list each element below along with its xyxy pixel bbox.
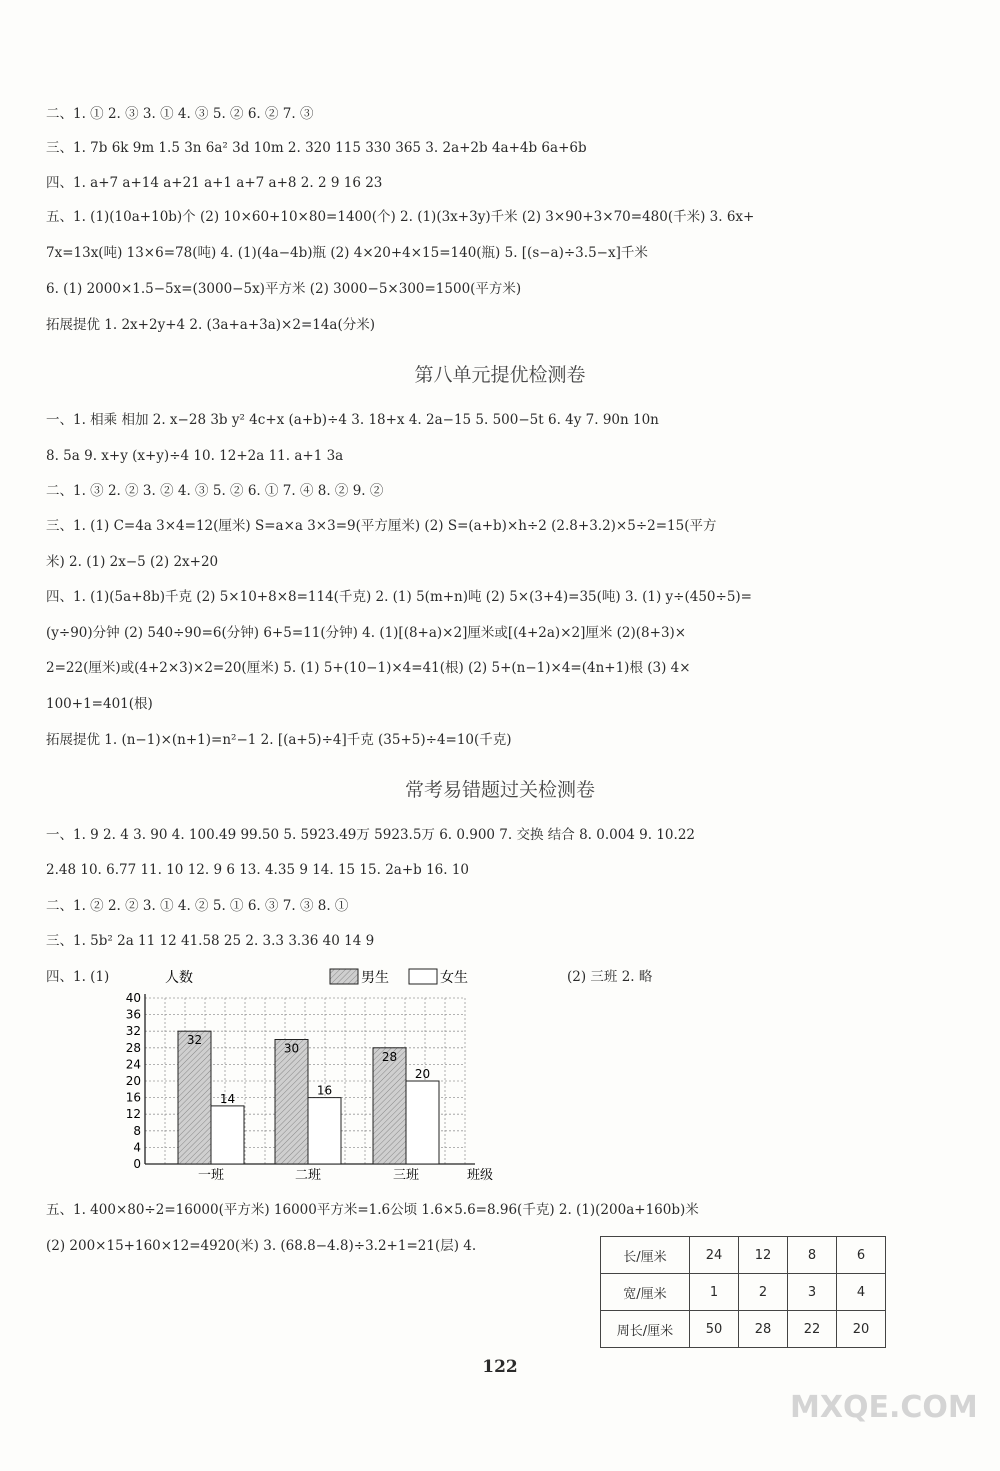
bar-chart xyxy=(100,960,520,1190)
x-axis-label: 班级 xyxy=(467,1168,494,1183)
y-tick-label: 0 xyxy=(133,1157,141,1171)
table-cell: 8 xyxy=(788,1237,837,1274)
answer-line: 五、1. 400×80÷2=16000(平方米) 16000平方米=1.6公顷 1.6×5.6=8.96(千克) 2. (1)(200a+160b)米 xyxy=(46,1202,699,1218)
y-tick-label: 28 xyxy=(125,1040,141,1055)
dimension-table xyxy=(600,1236,886,1348)
answer-line: (y÷90)分钟 (2) 540÷90=6(分钟) 6+5=11(分钟) 4. (1)[(8+a)×2]厘米或[(4+2a)×2]厘米 (2)(8+3)× xyxy=(46,625,687,641)
answer-line: 三、1. 7b 6k 9m 1.5 3n 6a² 3d 10m 2. 320 115 330 365 3. 2a+2b 4a+4b 6a+6b xyxy=(46,140,587,156)
table-cell: 20 xyxy=(837,1311,886,1348)
answer-line: 100+1=401(根) xyxy=(46,696,153,712)
bar-girls xyxy=(406,1081,439,1164)
answer-line: 二、1. ① 2. ③ 3. ① 4. ③ 5. ② 6. ② 7. ③ xyxy=(46,106,314,122)
bar-girls xyxy=(308,1098,341,1164)
table-cell: 50 xyxy=(690,1311,739,1348)
legend-label: 女生 xyxy=(440,970,468,986)
table-cell: 3 xyxy=(788,1274,837,1311)
answer-line: (2) 200×15+160×12=4920(米) 3. (68.8−4.8)÷3.2+1=21(层) 4. xyxy=(46,1238,477,1254)
table-row xyxy=(601,1311,886,1348)
answer-line: 四、1. (1)(5a+8b)千克 (2) 5×10+8×8=114(千克) 2. (1) 5(m+n)吨 (2) 5×(3+4)=35(吨) 3. (1) y÷(450÷5)= xyxy=(46,589,752,605)
section-title: 第八单元提优检测卷 xyxy=(414,364,586,386)
x-tick-label: 一班 xyxy=(197,1168,225,1183)
table-cell: 4 xyxy=(837,1274,886,1311)
page-number: 122 xyxy=(482,1357,518,1377)
answer-line: 2.48 10. 6.77 11. 10 12. 9 6 13. 4.35 9 14. 15 15. 2a+b 16. 10 xyxy=(46,862,470,878)
bar-boys xyxy=(373,1048,406,1164)
answer-line: 二、1. ③ 2. ② 3. ② 4. ③ 5. ② 6. ① 7. ④ 8. ② 9. ② xyxy=(46,483,384,499)
answer-line: 7x=13x(吨) 13×6=78(吨) 4. (1)(4a−4b)瓶 (2) 4×20+4×15=140(瓶) 5. [(s−a)÷3.5−x]千米 xyxy=(46,245,648,261)
section-title: 常考易错题过关检测卷 xyxy=(404,779,595,801)
answer-line: 四、1. a+7 a+14 a+21 a+1 a+7 a+8 2. 2 9 16 23 xyxy=(46,175,383,191)
watermark: MXQE.COM xyxy=(790,1390,978,1425)
data-label: 28 xyxy=(381,1049,398,1064)
table-row xyxy=(601,1274,886,1311)
answer-line: 6. (1) 2000×1.5−5x=(3000−5x)平方米 (2) 3000−5×300=1500(平方米) xyxy=(46,281,522,297)
bar-girls xyxy=(211,1106,244,1164)
table-cell: 24 xyxy=(690,1237,739,1274)
answer-line: 拓展提优 1. (n−1)×(n+1)=n²−1 2. [(a+5)÷4]千克 (35+5)÷4=10(千克) xyxy=(46,732,512,748)
y-axis-label: 人数 xyxy=(165,970,193,986)
data-label: 16 xyxy=(316,1083,333,1098)
answer-line: 8. 5a 9. x+y (x+y)÷4 10. 12+2a 11. a+1 3a xyxy=(46,448,344,464)
answer-line: 二、1. ② 2. ② 3. ① 4. ② 5. ① 6. ③ 7. ③ 8. ① xyxy=(46,898,349,914)
answer-line: 拓展提优 1. 2x+2y+4 2. (3a+a+3a)×2=14a(分米) xyxy=(46,317,376,333)
table-cell: 22 xyxy=(788,1311,837,1348)
bar-boys xyxy=(178,1031,211,1164)
data-label: 30 xyxy=(283,1041,300,1056)
x-tick-label: 三班 xyxy=(392,1168,420,1183)
chart-followup-text: (2) 三班 2. 略 xyxy=(567,969,653,985)
table-cell: 长/厘米 xyxy=(601,1237,690,1274)
y-tick-label: 8 xyxy=(133,1123,141,1138)
x-tick-label: 二班 xyxy=(294,1168,322,1183)
table-row xyxy=(601,1237,886,1274)
answer-line: 2=22(厘米)或(4+2×3)×2=20(厘米) 5. (1) 5+(10−1)×4=41(根) (2) 5+(n−1)×4=(4n+1)根 (3) 4× xyxy=(46,660,691,676)
y-tick-label: 16 xyxy=(125,1090,141,1105)
y-tick-label: 24 xyxy=(125,1057,141,1072)
table-cell: 1 xyxy=(690,1274,739,1311)
answer-line: 一、1. 相乘 相加 2. x−28 3b y² 4c+x (a+b)÷4 3. 18+x 4. 2a−15 5. 500−5t 6. 4y 7. 90n 10n xyxy=(46,412,659,428)
data-label: 14 xyxy=(219,1091,236,1106)
legend-swatch-girls xyxy=(409,969,437,984)
table-cell: 12 xyxy=(739,1237,788,1274)
table-cell: 28 xyxy=(739,1311,788,1348)
table-cell: 2 xyxy=(739,1274,788,1311)
y-tick-label: 32 xyxy=(125,1024,141,1039)
y-tick-label: 36 xyxy=(125,1007,141,1022)
answer-line: 一、1. 9 2. 4 3. 90 4. 100.49 99.50 5. 5923.49万 5923.5万 6. 0.900 7. 交换 结合 8. 0.004 9. 10.22 xyxy=(46,827,695,843)
y-tick-label: 40 xyxy=(125,991,141,1005)
table-cell: 周长/厘米 xyxy=(601,1311,690,1348)
y-tick-label: 20 xyxy=(125,1074,141,1088)
answer-line: 五、1. (1)(10a+10b)个 (2) 10×60+10×80=1400(个) 2. (1)(3x+3y)千米 (2) 3×90+3×70=480(千米) 3. 6x+ xyxy=(46,209,755,225)
data-label: 32 xyxy=(186,1033,203,1048)
bar-boys xyxy=(275,1040,308,1165)
legend-swatch-boys xyxy=(330,969,358,984)
answer-line: 四、1. (1) xyxy=(46,969,110,985)
answer-line: 三、1. 5b² 2a 11 12 41.58 25 2. 3.3 3.36 40 14 9 xyxy=(46,933,375,949)
answer-line: 三、1. (1) C=4a 3×4=12(厘米) S=a×a 3×3=9(平方厘米) (2) S=(a+b)×h÷2 (2.8+3.2)×5÷2=15(平方 xyxy=(46,518,717,534)
y-tick-label: 12 xyxy=(125,1107,141,1122)
legend-label: 男生 xyxy=(361,970,389,986)
answer-line: 米) 2. (1) 2x−5 (2) 2x+20 xyxy=(46,554,219,570)
table-cell: 宽/厘米 xyxy=(601,1274,690,1311)
table-cell: 6 xyxy=(837,1237,886,1274)
data-label: 20 xyxy=(414,1067,431,1081)
y-tick-label: 4 xyxy=(133,1140,141,1155)
